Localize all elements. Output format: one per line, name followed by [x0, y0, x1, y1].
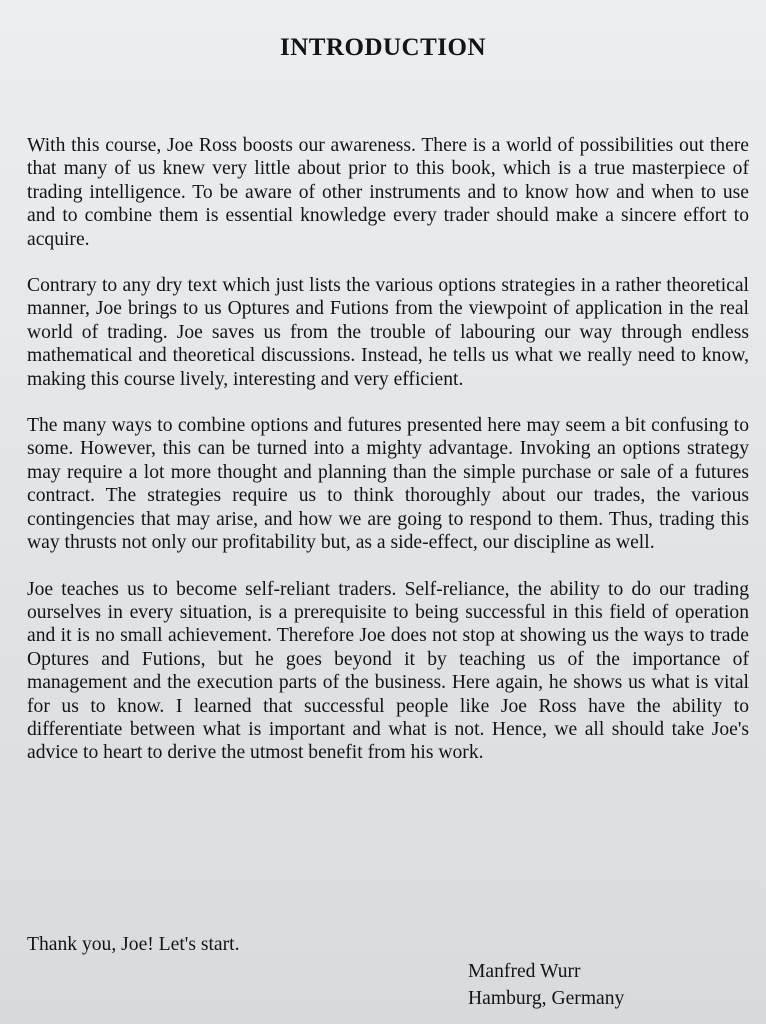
author-location: Hamburg, Germany — [468, 988, 625, 1009]
author-name: Manfred Wurr — [468, 961, 581, 982]
paragraph-1: With this course, Joe Ross boosts our awareness. There is a world of possibilities out there that many of us knew very little about prior to this book, which is a true masterpiece of trading intelligence. To be aware of other instruments and to know how and when to use and to combine them is essential knowledge every trader should make a sincere effort to acquire. — [27, 135, 749, 250]
paragraph-2: Contrary to any dry text which just lists the various options strategies in a rather theoretical manner, Joe brings to us Optures and Futions from the viewpoint of application in the real world of trading. Joe saves us from the trouble of labouring our way through endless mathematical and theoretical discussions. Instead, he tells us what we really need to know, making this course lively, interesting and very efficient. — [27, 275, 749, 390]
page-title: INTRODUCTION — [279, 34, 487, 61]
paragraph-4: Joe teaches us to become self-reliant traders. Self-reliance, the ability to do our trading ourselves in every situation, is a prerequisite to being successful in this field of operation and it is no small achievement. Therefore Joe does not stop at showing us the ways to trade Optures and Futions, but he goes beyond it by teaching us of the importance of management and the execution parts of the business. Here again, he shows us what is vital for us to know. I learned that successful people like Joe Ross have the ability to differentiate between what is important and what is not. Hence, we all should take Joe's advice to heart to derive the utmost benefit from his work. — [27, 578, 749, 764]
signature-block — [468, 958, 624, 1012]
paragraph-3: The many ways to combine options and futures presented here may seem a bit confusing to some. However, this can be turned into a mighty advantage. Invoking an options strategy may require a lot more thought and planning than the simple purchase or sale of a futures contract. The strategies require us to think thoroughly about our trades, the various contingencies that may arise, and how we are going to respond to them. Thus, trading this way thrusts not only our profitability but, as a side-effect, our discipline as well. — [27, 415, 749, 554]
introduction-body — [27, 134, 749, 788]
closing-line: Thank you, Joe! Let's start. — [27, 934, 240, 955]
